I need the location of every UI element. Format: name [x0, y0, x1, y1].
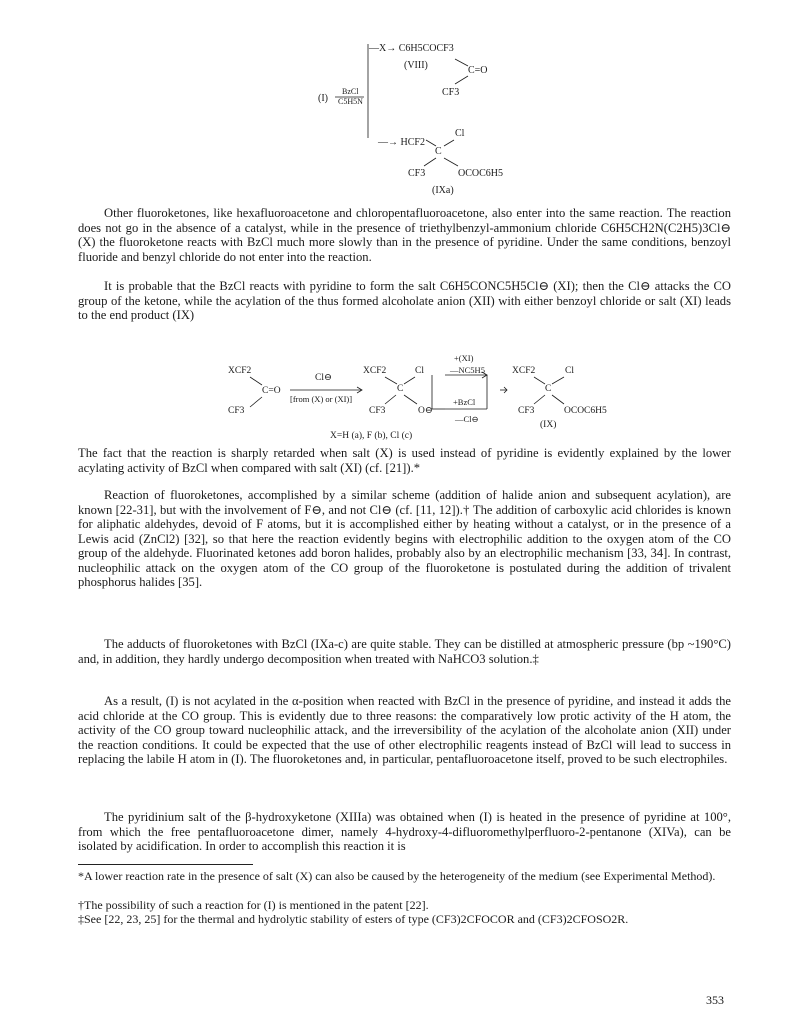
- paragraph-3: The fact that the reaction is sharply retarded when salt (X) is used instead of pyridine is evidently explained by the lower acylating activity of BzCl when compared with salt (XI) (cf. [21]).*: [78, 446, 731, 475]
- reaction-scheme-2: [0, 345, 807, 445]
- scheme1-reagent-bottom: C5H5N: [338, 97, 363, 106]
- footnote-3: ‡See [22, 23, 25] for the thermal and hydrolytic stability of esters of type (CF3)2CFOCOR and (CF3)2CFOSO2R.: [78, 912, 629, 926]
- scheme2-minus-nc: —NC5H5: [450, 365, 485, 375]
- scheme1-viii: (VIII): [404, 60, 428, 71]
- reaction-scheme-1: [0, 0, 807, 200]
- scheme2-minus-cl: —Cl⊖: [455, 414, 479, 424]
- page-number: 353: [706, 993, 724, 1007]
- scheme1-top-label: —X→ C6H5COCF3: [369, 43, 454, 54]
- scheme1-cf3-b: CF3: [408, 168, 426, 179]
- scheme2-plus-xi: +(XI): [454, 353, 474, 363]
- scheme2-co: C=O: [262, 386, 281, 396]
- scheme2-cl-3: Cl: [565, 366, 574, 376]
- scheme1-c: C: [435, 146, 442, 157]
- scheme1-ococ: OCOC6H5: [458, 168, 504, 179]
- scheme2-xcf2-2: XCF2: [363, 366, 387, 376]
- scheme1-cl: Cl: [455, 128, 465, 139]
- scheme2-ix: (IX): [540, 420, 557, 430]
- scheme2-cf3-1: CF3: [228, 406, 245, 416]
- paragraph-4: Reaction of fluoroketones, accomplished by a similar scheme (addition of halide anion and subsequent acylation), are known [22-31], but with the involvement of F⊖, and not Cl⊖ (cf. [11, 12]).† The addition of carboxylic acid chlorides is known for aliphatic aldehydes, devoid of F atoms, but it is accomplished either by heating without a catalyst, or in the presence of a Lewis acid (ZnCl2) [32], so that here the reaction evidently begins with electrophilic addition to the oxygen atom of the CO group of the aldehyde. Fluorinated ketones add boron halides, probably also by an electrophilic mechanism [33, 34]. In contrast, nucleophilic attack on the oxygen atom of the CO group of the fluoroketone is postulated during the addition of trivalent phosphorus halides [35].: [78, 488, 731, 589]
- scheme1-hcf2: —→ HCF2: [378, 137, 425, 148]
- scheme2-from: [from (X) or (XI)]: [290, 394, 353, 404]
- scheme2-xcf2-1: XCF2: [228, 366, 252, 376]
- scheme1-co: C=O: [468, 65, 488, 76]
- scheme1-cf3-a: CF3: [442, 87, 460, 98]
- scheme2-clminus: Cl⊖: [315, 373, 332, 383]
- scheme2-plus-bzcl: +BzCl: [453, 397, 476, 407]
- scheme1-ixa: (IXa): [432, 185, 454, 196]
- scheme2-o-minus: O⊖: [418, 406, 433, 416]
- paragraph-2: It is probable that the BzCl reacts with pyridine to form the salt C6H5CONC5H5Cl⊖ (XI); then the Cl⊖ attacks the CO group of the ketone, while the acylation of the thus formed alcoholate anion (XII) with either benzoyl chloride or salt (XI) leads to the end product (IX): [78, 279, 731, 322]
- scheme2-cl-2: Cl: [415, 366, 424, 376]
- scheme2-cf3-3: CF3: [518, 406, 535, 416]
- paragraph-6: As a result, (I) is not acylated in the α-position when reacted with BzCl in the presence of pyridine, and instead it adds the acid chloride at the CO group. This is evidently due to three reasons: the comparatively low protic activity of the H atom, the activity of the CO group toward nucleophilic attack, and the irreversibility of the acylation of the alcoholate anion (XII) under the reaction conditions. It could be expected that the use of other electrophilic reagents instead of BzCl will lead to success in replacing the labile H atom in (I). The fluoroketones and, in particular, pentafluoroacetone itself, proved to be such electrophiles.: [78, 694, 731, 766]
- paragraph-1: Other fluoroketones, like hexafluoroacetone and chloropentafluoroacetone, also enter into the same reaction. The reaction does not go in the absence of a catalyst, while in the presence of triethylbenzyl-ammonium chloride C6H5CH2N(C2H5)3Cl⊖ (X) the fluoroketone reacts with BzCl much more slowly than in the presence of pyridine. Under the same conditions, benzoyl fluoride and benzyl chloride do not enter into the reaction.: [78, 206, 731, 264]
- footnote-2: †The possibility of such a reaction for (I) is mentioned in the patent [22].: [78, 898, 429, 912]
- scheme2-xcf2-3: XCF2: [512, 366, 536, 376]
- paragraph-7: The pyridinium salt of the β-hydroxyketone (XIIIa) was obtained when (I) is heated in the presence of pyridine at 100°, from which the free pentafluoroacetone dimer, namely 4-hydroxy-4-difluoromethylperfluoro-2-pentanone (XIVa), can be isolated by acidification. In order to accomplish this reaction it is: [78, 810, 731, 853]
- footnote-rule: [78, 864, 253, 865]
- footnote-1: *A lower reaction rate in the presence of salt (X) can also be caused by the heterogeneity of the medium (see Experimental Method).: [78, 869, 716, 883]
- scheme2-legend: X=H (a), F (b), Cl (c): [330, 431, 413, 441]
- scheme2-c-2: C: [397, 384, 404, 394]
- scheme1-reagent-top: BzCl: [342, 87, 359, 96]
- scheme2-ococ-3: OCOC6H5: [564, 406, 607, 416]
- scheme2-cf3-2: CF3: [369, 406, 386, 416]
- paragraph-5: The adducts of fluoroketones with BzCl (IXa-c) are quite stable. They can be distilled at atmospheric pressure (bp ~190°C) and, in addition, they hardly undergo decomposition when treated with NaHCO3 solution.‡: [78, 637, 731, 666]
- scheme1-start: (I): [318, 93, 328, 104]
- scheme2-c-3: C: [545, 384, 552, 394]
